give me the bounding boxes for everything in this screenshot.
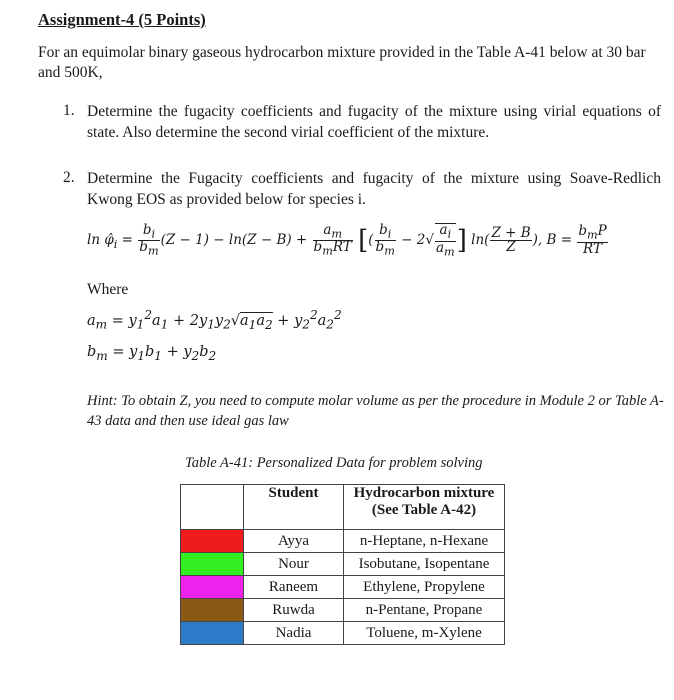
color-swatch (181, 576, 244, 599)
color-swatch (181, 599, 244, 622)
table-row (181, 530, 505, 553)
color-swatch (181, 530, 244, 553)
mixture-cell: Isobutane, Isopentane (344, 553, 505, 576)
table-row (181, 553, 505, 576)
mixture-cell: n-Pentane, Propane (344, 599, 505, 622)
student-name: Ruwda (244, 599, 344, 622)
header-mixture (344, 485, 505, 530)
intro-paragraph: For an equimolar binary gaseous hydrocarbon mixture provided in the Table A-41 below at 30 bar and 500K, (38, 44, 646, 81)
header-color-cell (181, 485, 244, 530)
table-row (181, 599, 505, 622)
question-1-number: 1. (63, 102, 75, 119)
mixture-cell: Ethylene, Propylene (344, 576, 505, 599)
table-row (181, 576, 505, 599)
student-name: Ayya (244, 530, 344, 553)
fugacity-equation: $\ln \varphî_i$ = $\frac{b_i}{b_m}$ (Z − 1) − ln(Z − B) + $\frac{a_m}{b_mRT}$ [( $\frac{b_i}{b_m}$ − 2√ $\frac{a_i}{a_m}$ ] ln( $\frac{Z + B}{Z}$ ), B = $\frac{b_mP}{RT}$ (87, 221, 607, 259)
mixture-cell: n-Heptane, n-Hexane (344, 530, 505, 553)
question-2-text: Determine the Fugacity coefficients and fugacity of the mixture using Soave-Redlich Kwong EOS as provided below for species i. (87, 170, 661, 208)
student-data-table (180, 484, 505, 645)
student-name: Nadia (244, 622, 344, 645)
table-caption: Table A-41: Personalized Data for problem solving (185, 455, 483, 471)
where-label: Where (87, 281, 129, 298)
am-mixing-rule: $a_m = y_1^2a_1 + 2y_1y_2√a_1a_2 + y_2^2a_2^2$ (87, 308, 342, 332)
table-header-row (181, 485, 505, 530)
student-name: Nour (244, 553, 344, 576)
assignment-title: Assignment-4 (5 Points) (38, 10, 206, 29)
question-2-number: 2. (63, 169, 75, 186)
header-student: Student (244, 485, 344, 530)
color-swatch (181, 622, 244, 645)
header-mixture-line-1: Hydrocarbon mixture (353, 485, 495, 501)
question-1-text: Determine the fugacity coefficients and fugacity of the mixture using virial equations of state. Also determine the second virial coefficient of the mixture. (87, 103, 661, 141)
student-name: Raneem (244, 576, 344, 599)
table-row (181, 622, 505, 645)
header-mixture-line-2: (See Table A-42) (371, 502, 477, 518)
color-swatch (181, 553, 244, 576)
mixture-cell: Toluene, m-Xylene (344, 622, 505, 645)
bm-mixing-rule: $b_m = y_1b_1 + y_2b_2$ (87, 344, 217, 363)
hint-text: Hint: To obtain Z, you need to compute molar volume as per the procedure in Module 2 or Table A-43 data and then use ideal gas law (87, 393, 664, 429)
